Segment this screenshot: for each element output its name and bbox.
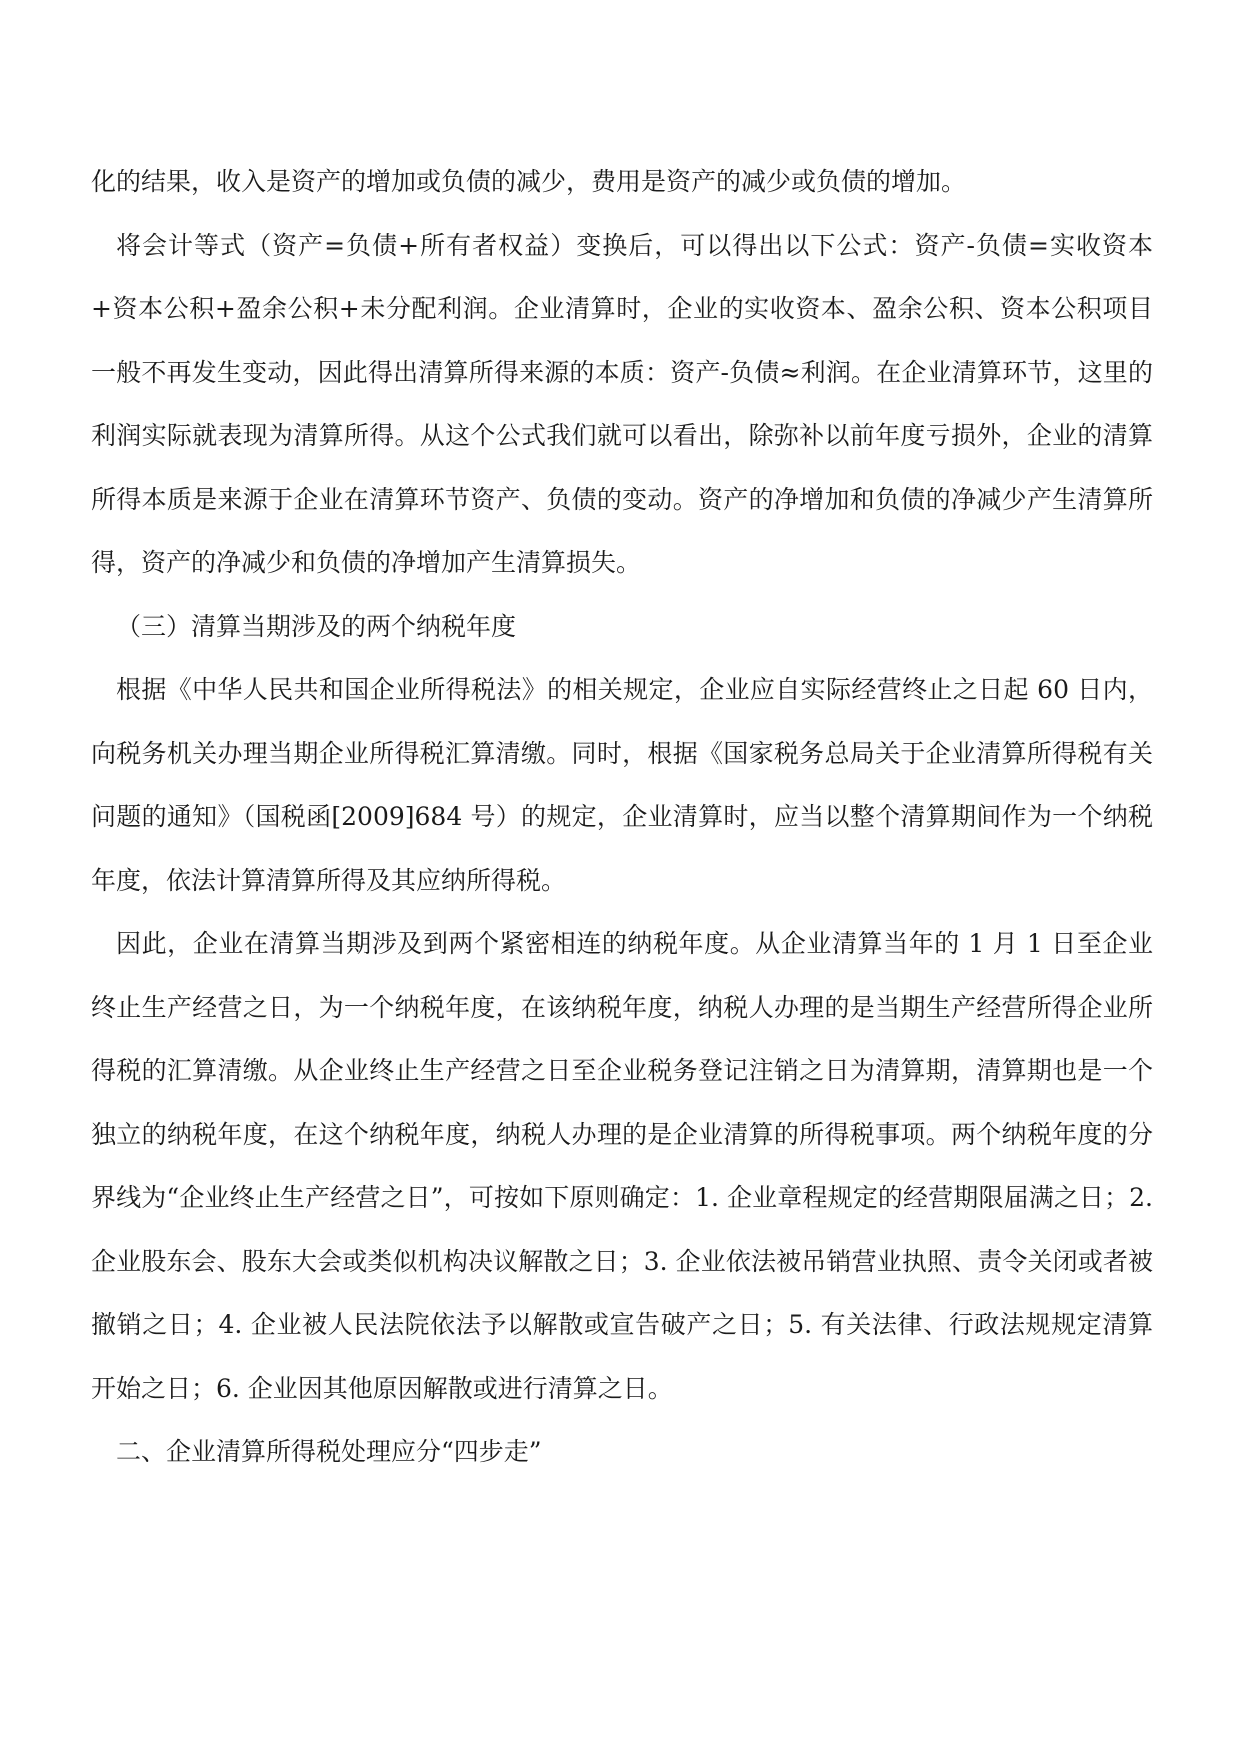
paragraph-accounting-equation: 将会计等式（资产=负债+所有者权益）变换后，可以得出以下公式：资产-负债=实收资本+资本公积+盈余公积+未分配利润。企业清算时，企业的实收资本、盈余公积、资本公积项目一般不再发生变动，因此得出清算所得来源的本质：资产-负债≈利润。在企业清算环节，这里的利润实际就表现为清算所得。从这个公式我们就可以看出，除弥补以前年度亏损外，企业的清算所得本质是来源于企业在清算环节资产、负债的变动。资产的净增加和负债的净减少产生清算所得，资产的净减少和负债的净增加产生清算损失。	[91, 230, 1153, 577]
paragraph-continuation: 化的结果，收入是资产的增加或负债的减少，费用是资产的减少或负债的增加。	[91, 167, 967, 196]
section-heading-two-tax-years: （三）清算当期涉及的两个纳税年度	[116, 611, 517, 641]
paragraph-legal-basis: 根据《中华人民共和国企业所得税法》的相关规定，企业应自实际经营终止之日起 60 日内，向税务机关办理当期企业所得税汇算清缴。同时，根据《国家税务总局关于企业清算所得税有关问题的通知》（国税函[2009]684 号）的规定，企业清算时，应当以整个清算期间作为一个纳税年度，依法计算清算所得及其应纳所得税。	[91, 675, 1153, 895]
paragraph-tax-year-boundary: 因此，企业在清算当期涉及到两个紧密相连的纳税年度。从企业清算当年的 1 月 1 日至企业终止生产经营之日，为一个纳税年度，在该纳税年度，纳税人办理的是当期生产经营所得企业所得税的汇算清缴。从企业终止生产经营之日至企业税务登记注销之日为清算期，清算期也是一个独立的纳税年度，在这个纳税年度，纳税人办理的是企业清算的所得税事项。两个纳税年度的分界线为“企业终止生产经营之日”，可按如下原则确定：1. 企业章程规定的经营期限届满之日；2. 企业股东会、股东大会或类似机构决议解散之日；3. 企业依法被吊销营业执照、责令关闭或者被撤销之日；4. 企业被人民法院依法予以解散或宣告破产之日；5. 有关法律、行政法规规定清算开始之日；6. 企业因其他原因解散或进行清算之日。	[91, 929, 1153, 1403]
document-page	[91, 150, 1153, 1484]
section-heading-four-steps: 二、企业清算所得税处理应分“四步走”	[116, 1437, 542, 1466]
